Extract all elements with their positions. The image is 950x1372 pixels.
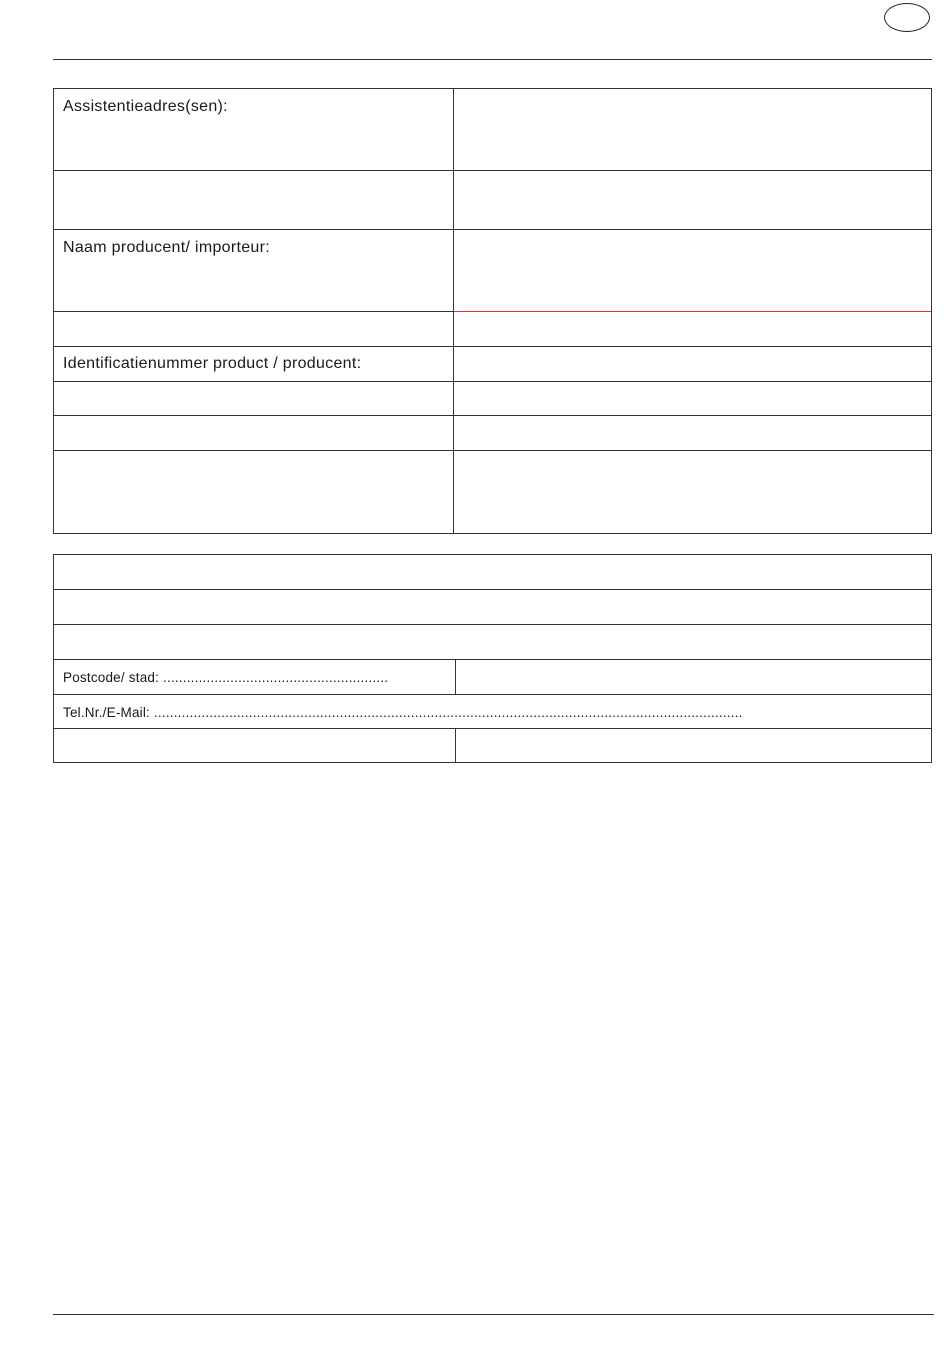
postcode-city-label: Postcode/ stad: .........................................................	[63, 670, 389, 685]
table-cell-field[interactable]	[54, 555, 931, 589]
footer-rule	[53, 1314, 934, 1315]
table-row	[54, 451, 931, 533]
manufacturer-label: Naam producent/ importeur:	[63, 239, 271, 256]
assistance-address-label: Assistentieadres(sen):	[63, 98, 228, 115]
table-row	[54, 382, 931, 416]
table-row	[54, 660, 931, 695]
table-cell-field[interactable]	[454, 382, 931, 415]
product-info-table	[53, 88, 932, 534]
assistance-address-field[interactable]	[454, 89, 931, 170]
table-cell-field[interactable]	[454, 451, 931, 533]
table-row	[54, 555, 931, 590]
identification-field[interactable]	[454, 347, 931, 381]
identification-label: Identificatienummer product / producent:	[63, 355, 362, 372]
contact-info-table	[53, 554, 932, 763]
phone-email-field[interactable]	[54, 695, 931, 728]
table-cell-field[interactable]	[454, 416, 931, 450]
table-cell	[54, 230, 454, 311]
table-cell-field[interactable]	[54, 590, 931, 624]
table-row	[54, 590, 931, 625]
table-cell-field[interactable]	[456, 729, 931, 762]
table-row	[54, 729, 931, 762]
postcode-city-field[interactable]	[54, 660, 456, 694]
table-cell	[54, 382, 454, 415]
table-row	[54, 695, 931, 729]
table-row	[54, 416, 931, 451]
table-cell-field[interactable]	[54, 625, 931, 659]
table-cell	[54, 171, 454, 229]
manufacturer-field[interactable]	[454, 230, 931, 311]
table-row	[54, 347, 931, 382]
table-cell-field[interactable]	[54, 729, 456, 762]
table-row	[54, 89, 931, 171]
table-cell	[54, 347, 454, 381]
table-row	[54, 230, 931, 312]
table-cell-field[interactable]	[454, 312, 931, 346]
header-rule	[53, 59, 932, 60]
country-code-badge	[884, 3, 930, 32]
phone-email-label: Tel.Nr./E-Mail: .....................................................................................................................................................	[63, 705, 743, 720]
table-row	[54, 625, 931, 660]
table-cell-field[interactable]	[456, 660, 931, 694]
table-cell-field[interactable]	[454, 171, 931, 229]
table-cell	[54, 416, 454, 450]
table-row	[54, 171, 931, 230]
table-cell	[54, 89, 454, 170]
table-row	[54, 312, 931, 347]
table-cell	[54, 451, 454, 533]
table-cell	[54, 312, 454, 346]
